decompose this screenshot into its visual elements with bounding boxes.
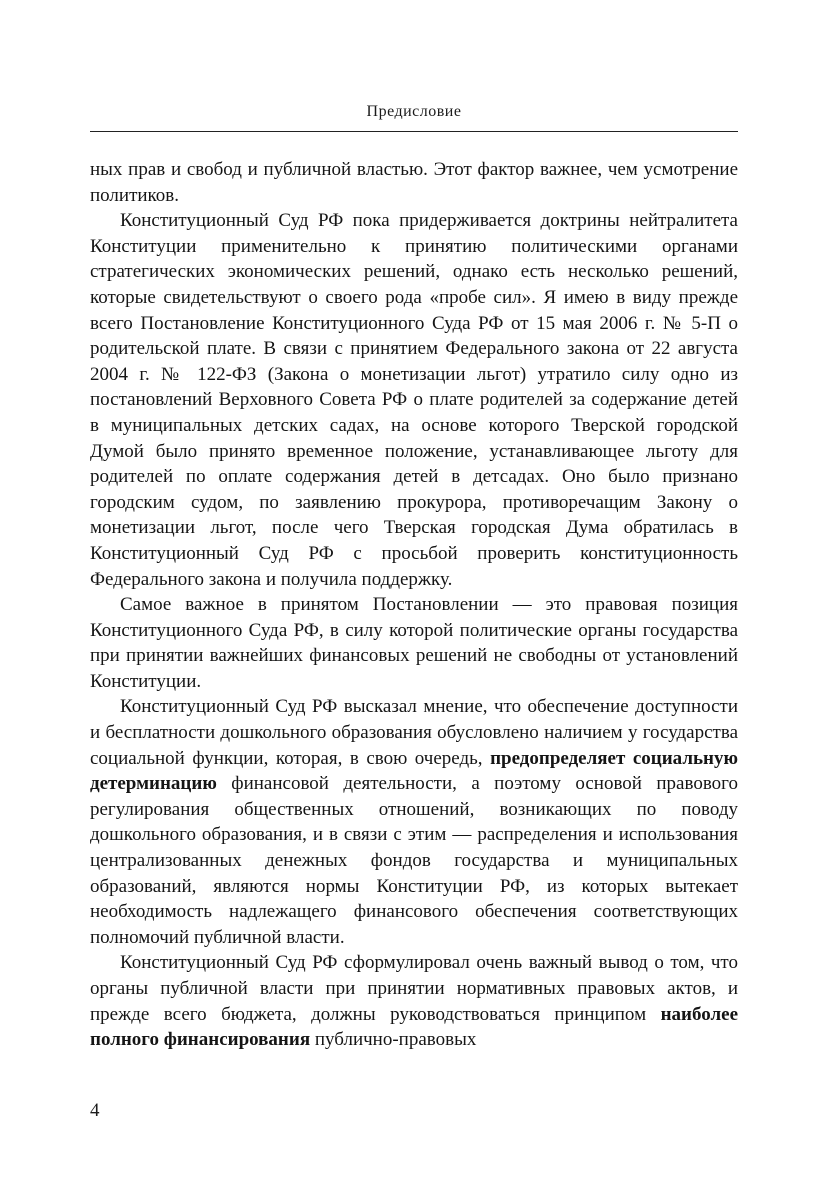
paragraph — [90, 950, 738, 1052]
text-segment: Конституционный Суд РФ высказал мнение, что обеспечение доступности и бесплатности дошкольного образования обусловлено наличием у государства социальной функции, которая, в свою очередь, — [90, 696, 738, 769]
paragraph — [90, 592, 738, 694]
text-segment: Конституционный Суд РФ сформулировал очень важный вывод о том, что органы публичной власти при принятии нормативных правовых актов, и прежде всего бюджета, должны руководствоваться принципом — [90, 952, 738, 1025]
text-segment: Конституционный Суд РФ пока придерживается доктрины нейтралитета Конституции применительно к принятию политическими органами стратегических экономических решений, однако есть несколько решений, которые свидетельствуют о своего рода «пробе сил». Я имею в виду прежде всего Постановление Конституционного Суда РФ от 15 мая 2006 г. № 5-П о родительской плате. В связи с принятием Федерального закона от 22 августа 2004 г. № 122-ФЗ (Закона о монетизации льгот) утратило силу одно из постановлений Верховного Совета РФ о плате родителей за содержание детей в муниципальных детских садах, на основе которого Тверской городской Думой было принято временное положение, устанавливающее льготу для родителей по оплате содержания детей в детсадах. Оно было признано городским судом, по заявлению прокурора, противоречащим Закону о монетизации льгот, после чего Тверская городская Дума обратилась в Конституционный Суд РФ с просьбой проверить конституционность Федерального закона и получила поддержку. — [90, 210, 738, 590]
text-segment: ных прав и свобод и публичной властью. Этот фактор важнее, чем усмотрение политиков. — [90, 159, 738, 206]
header-rule — [90, 131, 738, 132]
running-header — [90, 103, 738, 132]
text-segment-bold: наиболее полного финансирования — [90, 1003, 738, 1051]
paragraph — [90, 157, 738, 208]
page-number: 4 — [90, 1100, 100, 1121]
paragraph — [90, 208, 738, 592]
text-segment: финансовой деятельности, а поэтому основой правового регулирования общественных отношений, возникающих по поводу дошкольного образования, и в связи с этим — распределения и использования централизованных денежных фондов государства и муниципальных образований, являются нормы Конституции РФ, из которых вытекает необходимость надлежащего финансового обеспечения соответствующих полномочий публичной власти. — [90, 773, 738, 948]
page-body — [90, 157, 738, 1053]
paragraph — [90, 694, 738, 950]
text-segment-bold: предопределяет социальную детерминацию — [90, 747, 738, 795]
running-header-title: Предисловие — [366, 103, 462, 120]
text-segment: публично-правовых — [310, 1029, 477, 1051]
text-segment: Самое важное в принятом Постановлении — это правовая позиция Конституционного Суда РФ, в силу которой политические органы государства при принятии важнейших финансовых решений не свободны от установлений Конституции. — [90, 594, 738, 692]
